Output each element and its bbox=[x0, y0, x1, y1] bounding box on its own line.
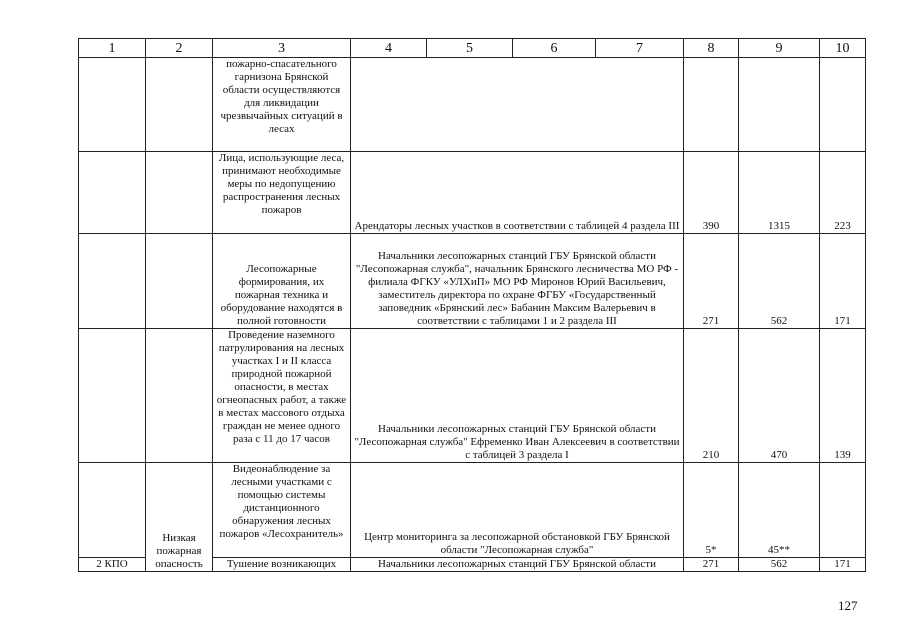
value-col10: 171 bbox=[820, 558, 866, 572]
responsible-cell: Начальники лесопожарных станций ГБУ Брянской области bbox=[351, 558, 684, 572]
responsible-cell: Центр мониторинга за лесопожарной обстановкой ГБУ Брянской области "Лесопожарная служба" bbox=[351, 463, 684, 558]
value-col9: 45** bbox=[739, 463, 820, 558]
fire-plan-table bbox=[78, 38, 866, 572]
column-number: 5 bbox=[427, 39, 513, 58]
responsible-cell: Арендаторы лесных участков в соответствии с таблицей 4 раздела III bbox=[351, 152, 684, 234]
column-number: 4 bbox=[351, 39, 427, 58]
column-number: 3 bbox=[213, 39, 351, 58]
measure-cell: пожарно-спасательного гарнизона Брянской области осуществляются для ликвидации чрезвычайных ситуаций в лесах bbox=[213, 58, 351, 152]
hazard-cell bbox=[146, 329, 213, 463]
measure-cell: Лица, использующие леса, принимают необходимые меры по недопущению распространения лесных пожаров bbox=[213, 152, 351, 234]
column-number: 7 bbox=[596, 39, 684, 58]
column-number: 2 bbox=[146, 39, 213, 58]
hazard-cell bbox=[146, 234, 213, 329]
column-number-row bbox=[79, 39, 866, 58]
value-col10: 171 bbox=[820, 234, 866, 329]
measure-cell: Лесопожарные формирования, их пожарная техника и оборудование находятся в полной готовности bbox=[213, 234, 351, 329]
class-cell bbox=[79, 152, 146, 234]
class-cell: 2 КПО bbox=[79, 558, 146, 572]
responsible-cell: Начальники лесопожарных станций ГБУ Брянской области "Лесопожарная служба" Ефременко Иван Алексеевич в соответствии с таблицей 3 раздела I bbox=[351, 329, 684, 463]
table-row bbox=[79, 329, 866, 463]
measure-cell: Видеонаблюдение за лесными участками с помощью системы дистанционного обнаружения лесных пожаров «Лесохранитель» bbox=[213, 463, 351, 558]
column-number: 9 bbox=[739, 39, 820, 58]
column-number: 1 bbox=[79, 39, 146, 58]
value-col9 bbox=[739, 58, 820, 152]
responsible-cell bbox=[351, 58, 684, 152]
class-cell bbox=[79, 329, 146, 463]
column-number: 10 bbox=[820, 39, 866, 58]
value-col9: 470 bbox=[739, 329, 820, 463]
value-col8: 271 bbox=[684, 558, 739, 572]
value-col8: 271 bbox=[684, 234, 739, 329]
table-row bbox=[79, 58, 866, 152]
value-col10: 139 bbox=[820, 329, 866, 463]
table-row bbox=[79, 463, 866, 558]
hazard-cell bbox=[146, 58, 213, 152]
responsible-cell: Начальники лесопожарных станций ГБУ Брянской области "Лесопожарная служба", начальник Брянского лесничества МО РФ - филиала ФГКУ «УЛХиП» МО РФ Миронов Юрий Васильевич, заместитель директора по охране ФГБУ «Государственный заповедник «Брянский лес» Бабанин Максим Валерьевич в соответствии с таблицами 1 и 2 раздела III bbox=[351, 234, 684, 329]
value-col8: 5* bbox=[684, 463, 739, 558]
value-col8: 390 bbox=[684, 152, 739, 234]
value-col10 bbox=[820, 463, 866, 558]
value-col8: 210 bbox=[684, 329, 739, 463]
value-col9: 562 bbox=[739, 558, 820, 572]
measure-cell: Тушение возникающих bbox=[213, 558, 351, 572]
value-col9: 1315 bbox=[739, 152, 820, 234]
class-cell bbox=[79, 463, 146, 558]
table-row bbox=[79, 234, 866, 329]
column-number: 8 bbox=[684, 39, 739, 58]
table-row bbox=[79, 152, 866, 234]
value-col10: 223 bbox=[820, 152, 866, 234]
value-col10 bbox=[820, 58, 866, 152]
column-number: 6 bbox=[513, 39, 596, 58]
page-number: 127 bbox=[838, 598, 858, 613]
hazard-cell: Низкая пожарная опасность bbox=[146, 463, 213, 572]
value-col9: 562 bbox=[739, 234, 820, 329]
value-col8 bbox=[684, 58, 739, 152]
measure-cell: Проведение наземного патрулирования на лесных участках I и II класса природной пожарной опасности, в местах огнеопасных работ, а также в местах массового отдыха граждан не менее одного раза с 11 до 17 часов bbox=[213, 329, 351, 463]
class-cell bbox=[79, 58, 146, 152]
class-cell bbox=[79, 234, 146, 329]
hazard-cell bbox=[146, 152, 213, 234]
